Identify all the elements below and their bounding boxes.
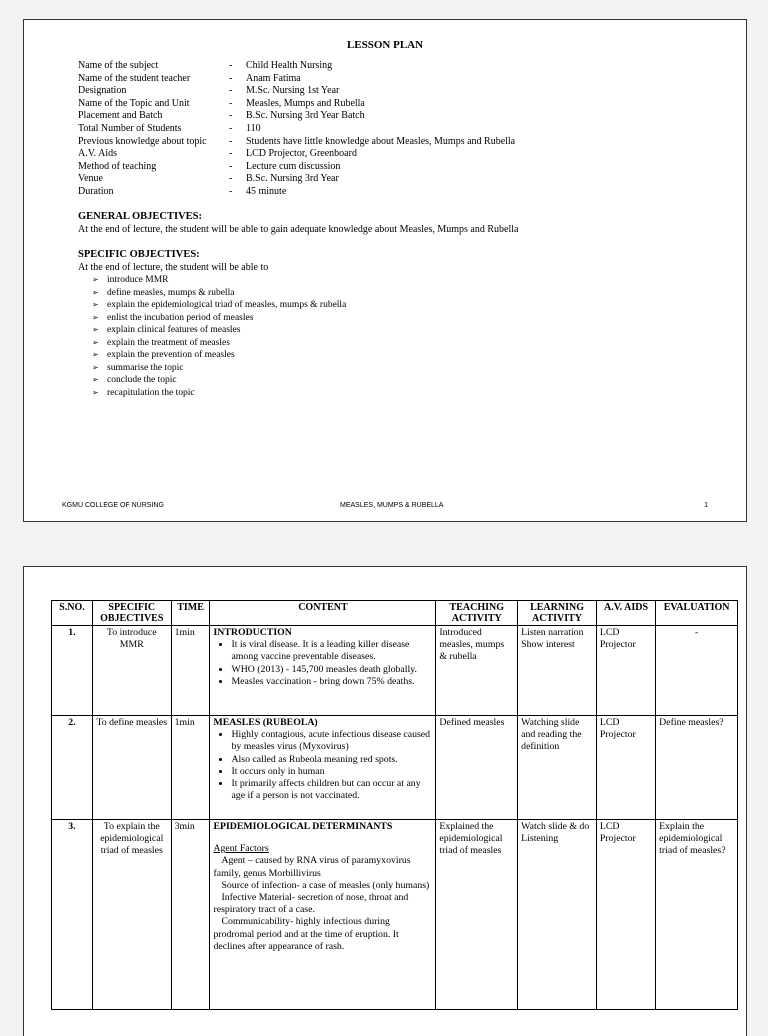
detail-value: M.Sc. Nursing 1st Year xyxy=(246,85,340,97)
cell-time: 1min xyxy=(171,716,210,820)
footer-page-number: 1 xyxy=(704,502,708,509)
general-objectives xyxy=(78,211,518,236)
arrow-bullet-icon: ➢ xyxy=(92,350,99,359)
cell-evaluation: Define measles? xyxy=(656,716,738,820)
header-objectives: SPECIFIC OBJECTIVES xyxy=(92,601,171,626)
cell-sno: 1. xyxy=(52,626,93,716)
table-row xyxy=(52,820,738,1010)
learning-line: Watching slide and reading the definition xyxy=(521,717,582,753)
detail-dash: - xyxy=(229,135,233,147)
arrow-bullet-icon: ➢ xyxy=(92,375,99,384)
table-header-row xyxy=(52,601,738,626)
content-title: MEASLES (RUBEOLA) xyxy=(213,717,318,728)
cell-content xyxy=(210,820,436,1010)
cell-content xyxy=(210,626,436,716)
header-sno: S.NO. xyxy=(52,601,93,626)
detail-dash: - xyxy=(229,185,233,197)
learning-line: Watch slide & do Listening xyxy=(521,821,590,845)
cell-teaching: Defined measles xyxy=(436,716,518,820)
cell-evaluation: - xyxy=(656,626,738,716)
content-paragraph: Agent – caused by RNA virus of paramyxovirus family, genus Morbillivirus xyxy=(213,855,411,879)
footer-college: KGMU COLLEGE OF NURSING xyxy=(62,502,164,509)
detail-row xyxy=(78,110,515,123)
detail-label: Venue xyxy=(78,173,103,185)
detail-label: Name of the student teacher xyxy=(78,72,191,84)
cell-content xyxy=(210,716,436,820)
detail-label: Previous knowledge about topic xyxy=(78,135,207,147)
arrow-bullet-icon: ➢ xyxy=(92,312,99,322)
list-item xyxy=(92,374,346,387)
arrow-bullet-icon: ➢ xyxy=(92,337,99,347)
general-objectives-heading: GENERAL OBJECTIVES: xyxy=(78,211,202,222)
detail-label: Designation xyxy=(78,85,127,97)
cell-av: LCD Projector xyxy=(596,820,655,1010)
header-learning: LEARNING ACTIVITY xyxy=(518,601,597,626)
cell-learning xyxy=(518,716,597,820)
detail-label: Total Number of Students xyxy=(78,122,182,134)
objective-text: recapitulation the topic xyxy=(107,387,195,398)
list-item: • Also called as Rubeola meaning red spots. xyxy=(231,754,432,766)
list-item: • Measles vaccination - bring down 75% deaths. xyxy=(231,676,432,688)
list-item: • It is viral disease. It is a leading killer disease among vaccine preventable diseases. xyxy=(231,639,432,663)
detail-value: B.Sc. Nursing 3rd Year Batch xyxy=(246,110,365,122)
list-item xyxy=(92,274,346,287)
cell-teaching: Explained the epidemiological triad of measles xyxy=(436,820,518,1010)
detail-label: A.V. Aids xyxy=(78,148,117,160)
cell-objective: To define measles xyxy=(92,716,171,820)
detail-value: Lecture cum discussion xyxy=(246,160,341,172)
specific-objectives-intro: At the end of lecture, the student will be able to xyxy=(78,261,269,273)
content-paragraph: Source of infection- a case of measles (only humans) xyxy=(221,879,430,891)
detail-row xyxy=(78,85,515,98)
list-item: • Highly contagious, acute infectious disease caused by measles virus (Myxovirus) xyxy=(231,729,432,753)
content-title: EPIDEMIOLOGICAL DETERMINANTS xyxy=(213,821,393,832)
header-teaching: TEACHING ACTIVITY xyxy=(436,601,518,626)
detail-dash: - xyxy=(229,85,233,97)
objective-text: explain the treatment of measles xyxy=(107,337,230,348)
learning-line: Listen narration xyxy=(521,627,584,638)
detail-row xyxy=(78,60,515,73)
objective-text: explain the prevention of measles xyxy=(107,350,235,360)
list-item xyxy=(92,287,346,300)
header-content: CONTENT xyxy=(210,601,436,626)
detail-dash: - xyxy=(229,72,233,84)
footer-topic: MEASLES, MUMPS & RUBELLA xyxy=(340,502,444,509)
cell-av: LCD Projector xyxy=(596,626,655,716)
cell-learning xyxy=(518,626,597,716)
arrow-bullet-icon: ➢ xyxy=(92,300,99,309)
header-time: TIME xyxy=(171,601,210,626)
content-subheading: Agent Factors xyxy=(213,843,269,855)
lesson-plan-page-1 xyxy=(23,19,747,522)
content-paragraph: Infective Material- secretion of nose, throat and respiratory tract of a case. xyxy=(213,892,409,916)
general-objectives-text: At the end of lecture, the student will be able to gain adequate knowledge about Measles, Mumps and Rubella xyxy=(78,223,519,235)
detail-value: Measles, Mumps and Rubella xyxy=(246,97,365,109)
detail-dash: - xyxy=(229,148,233,160)
specific-objectives-heading: SPECIFIC OBJECTIVES: xyxy=(78,249,200,260)
detail-label: Name of the subject xyxy=(78,60,159,71)
detail-dash: - xyxy=(229,122,233,134)
list-item xyxy=(92,362,346,375)
arrow-bullet-icon: ➢ xyxy=(92,362,99,372)
arrow-bullet-icon: ➢ xyxy=(92,275,99,284)
objective-text: summarise the topic xyxy=(107,362,184,373)
detail-dash: - xyxy=(229,160,233,172)
cell-time: 3min xyxy=(171,820,210,1010)
objective-text: enlist the incubation period of measles xyxy=(107,312,254,323)
lesson-plan-page-2 xyxy=(23,566,747,1036)
cell-sno: 2. xyxy=(52,716,93,820)
objective-text: introduce MMR xyxy=(107,275,169,285)
detail-row xyxy=(78,186,515,199)
table-row xyxy=(52,716,738,820)
detail-value: 45 minute xyxy=(246,185,287,197)
learning-line: Show interest xyxy=(521,639,575,651)
cell-time: 1min xyxy=(171,626,210,716)
details-list xyxy=(78,60,515,199)
objective-text: explain clinical features of measles xyxy=(107,325,241,335)
list-item: • It occurs only in human xyxy=(231,766,432,778)
header-av-aids: A.V. AIDS xyxy=(596,601,655,626)
detail-value: Students have little knowledge about Measles, Mumps and Rubella xyxy=(246,135,516,147)
list-item xyxy=(92,312,346,325)
cell-sno: 3. xyxy=(52,820,93,1010)
detail-value: B.Sc. Nursing 3rd Year xyxy=(246,173,339,185)
detail-label: Placement and Batch xyxy=(78,110,163,122)
list-item xyxy=(92,387,346,400)
content-title: INTRODUCTION xyxy=(213,627,292,638)
page-footer xyxy=(62,502,708,514)
detail-row xyxy=(78,161,515,174)
detail-label: Method of teaching xyxy=(78,160,157,172)
list-item xyxy=(92,324,346,337)
list-item xyxy=(92,337,346,350)
objective-text: conclude the topic xyxy=(107,375,177,385)
detail-dash: - xyxy=(229,110,233,122)
content-paragraph: Communicability- highly infectious during prodromal period and at the time of eruption. It declines after appearance of rash. xyxy=(213,916,399,952)
table-row xyxy=(52,626,738,716)
detail-row xyxy=(78,148,515,161)
detail-dash: - xyxy=(229,97,233,109)
cell-objective: To explain the epidemiological triad of measles xyxy=(92,820,171,1010)
detail-value: Child Health Nursing xyxy=(246,60,333,71)
detail-row xyxy=(78,123,515,136)
content-bullets xyxy=(213,639,432,688)
list-item: • It primarily affects children but can occur at any age if a person is not vaccinated. xyxy=(231,778,432,802)
detail-dash: - xyxy=(229,173,233,185)
list-item xyxy=(92,299,346,312)
page-title: LESSON PLAN xyxy=(346,39,424,51)
detail-value: LCD Projector, Greenboard xyxy=(246,148,357,160)
specific-objectives-list xyxy=(78,274,346,399)
detail-row xyxy=(78,73,515,86)
lesson-plan-table xyxy=(51,600,738,1010)
arrow-bullet-icon: ➢ xyxy=(92,325,99,334)
detail-value: Anam Fatima xyxy=(246,72,301,84)
cell-learning xyxy=(518,820,597,1010)
cell-av: LCD Projector xyxy=(596,716,655,820)
detail-row xyxy=(78,173,515,186)
header-evaluation: EVALUATION xyxy=(656,601,738,626)
arrow-bullet-icon: ➢ xyxy=(92,387,99,397)
detail-label: Duration xyxy=(78,185,114,197)
detail-row xyxy=(78,136,515,149)
detail-dash: - xyxy=(229,60,233,71)
objective-text: explain the epidemiological triad of measles, mumps & rubella xyxy=(107,300,347,310)
cell-objective: To introduce MMR xyxy=(92,626,171,716)
objective-text: define measles, mumps & rubella xyxy=(107,287,235,298)
list-item xyxy=(92,349,346,362)
detail-value: 110 xyxy=(246,122,261,134)
specific-objectives xyxy=(78,249,346,399)
list-item: • WHO (2013) - 145,700 measles death globally. xyxy=(231,664,432,676)
detail-row xyxy=(78,98,515,111)
cell-teaching: Introduced measles, mumps & rubella xyxy=(436,626,518,716)
content-bullets xyxy=(213,729,432,802)
detail-label: Name of the Topic and Unit xyxy=(78,97,190,109)
arrow-bullet-icon: ➢ xyxy=(92,287,99,297)
cell-evaluation: Explain the epidemiological triad of measles? xyxy=(656,820,738,1010)
